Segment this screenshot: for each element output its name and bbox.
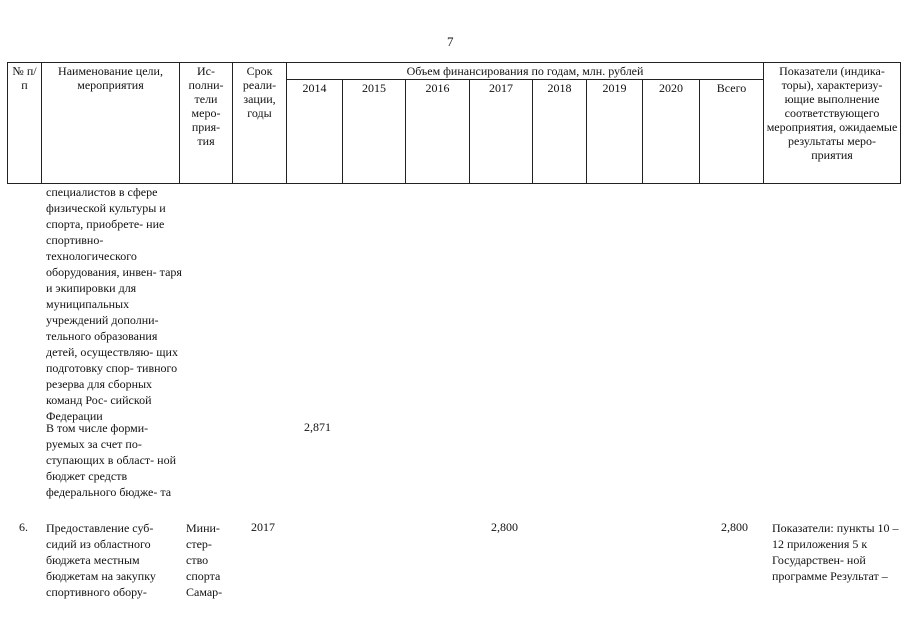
header-table	[7, 62, 901, 184]
subrow-text: В том числе форми- руемых за счет по- ступающих в област- ной бюджет средств федерального бюдже- та	[46, 421, 176, 499]
header-year: 2015	[343, 80, 406, 184]
header-year: 2016	[406, 80, 470, 184]
header-executors: Ис- полни- тели меро- прия- тия	[180, 63, 233, 184]
header-name: Наименование цели, мероприятия	[42, 63, 180, 184]
header-finance: Объем финансирования по годам, млн. рублей	[287, 63, 764, 80]
header-num: № п/п	[8, 63, 42, 184]
header-indicators: Показатели (индика- торы), характеризу- ющие выполнение соответствующего мероприятия, ожидаемые результаты меро- приятия	[764, 63, 901, 184]
header-year: 2020	[643, 80, 700, 184]
subrow-value-2014: 2,871	[304, 420, 331, 434]
row6-executor: Мини- стер- ство спорта Самар-	[186, 521, 223, 599]
row6-num: 6.	[19, 520, 28, 534]
row6-indicators: Показатели: пункты 10 – 12 приложения 5 к Государствен- ной программе Результат –	[772, 521, 899, 583]
page-number: 7	[447, 34, 454, 49]
header-year: 2014	[287, 80, 343, 184]
header-year: 2017	[470, 80, 533, 184]
continued-description: специалистов в сфере физической культуры и спорта, приобрете- ние спортивно- технологического оборудования, инвен- таря и экипировки для муниципальных учреждений дополни- тельного образования детей, осуществляю- щих подготовку спор- тивного резерва для сборных команд Рос- сийской Федерации	[46, 185, 182, 423]
row6-term: 2017	[251, 520, 275, 534]
row6-name: Предоставление суб- сидий из областного бюджета местным бюджетам на закупку спортивного обору-	[46, 521, 156, 599]
header-total: Всего	[700, 80, 764, 184]
header-term: Срок реали- зации, годы	[233, 63, 287, 184]
header-year: 2019	[587, 80, 643, 184]
row6-total: 2,800	[721, 520, 748, 534]
header-year: 2018	[533, 80, 587, 184]
row6-value-2017: 2,800	[491, 520, 518, 534]
